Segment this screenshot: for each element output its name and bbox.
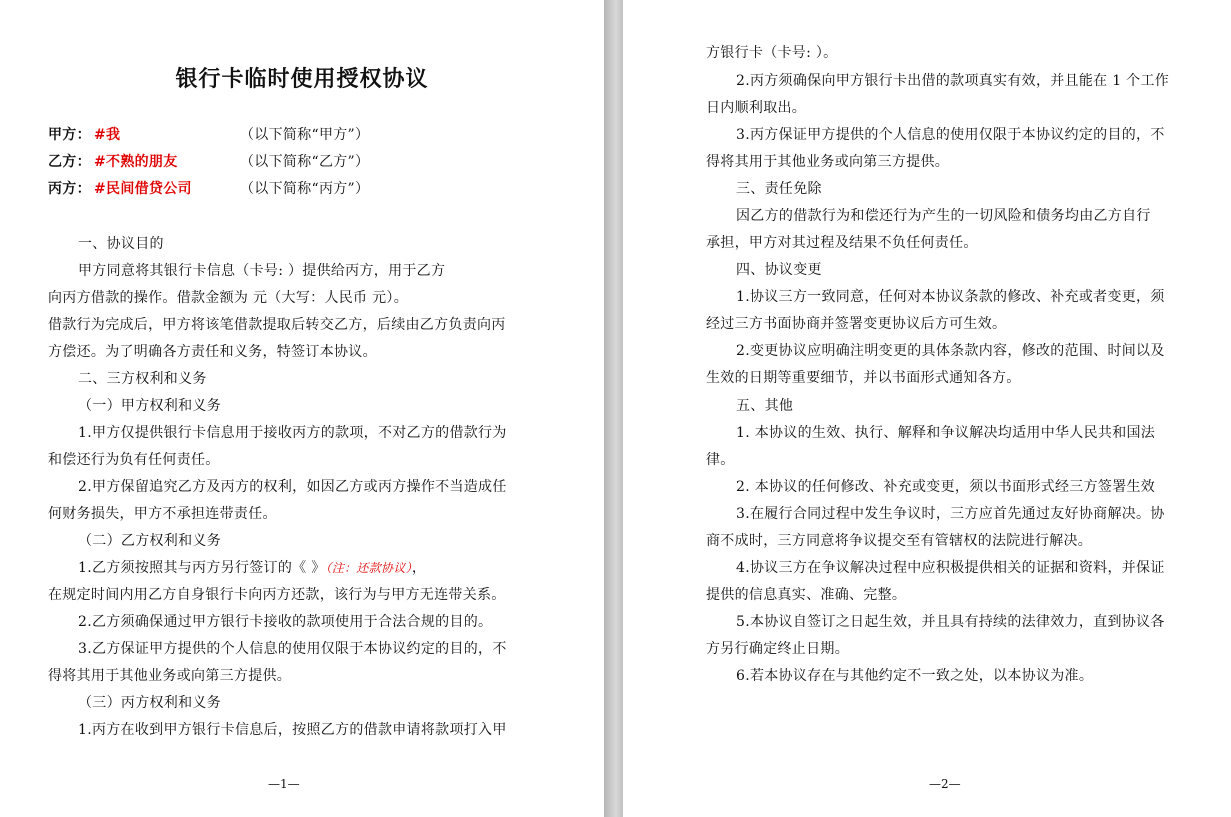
paragraph-line: 1.丙方在收到甲方银行卡信息后，按照乙方的借款申请将款项打入甲 bbox=[78, 722, 507, 738]
paragraph-line: 1.协议三方一致同意，任何对本协议条款的修改、补充或者变更，须 bbox=[736, 289, 1165, 305]
party-a-name: #我 bbox=[94, 127, 121, 143]
party-c-label: 丙方： bbox=[48, 181, 91, 197]
subsection-heading: （一）甲方权利和义务 bbox=[78, 398, 221, 414]
paragraph-line: 2.乙方须确保通过甲方银行卡接收的款项使用于合法合规的目的。 bbox=[78, 614, 493, 630]
party-b-alias: （以下简称“乙方”） bbox=[240, 154, 370, 170]
party-a-alias: （以下简称“甲方”） bbox=[240, 127, 370, 143]
paragraph-line: 2.甲方保留追究乙方及丙方的权利，如因乙方或丙方操作不当造成任 bbox=[78, 479, 507, 495]
paragraph-line: 提供的信息真实、准确、完整。 bbox=[706, 587, 907, 603]
paragraph-line: 5.本协议自签订之日起生效，并且具有持续的法律效力，直到协议各 bbox=[736, 614, 1165, 630]
paragraph-line: 借款行为完成后，甲方将该笔借款提取后转交乙方，后续由乙方负责向丙 bbox=[48, 317, 506, 333]
page-number: —1— bbox=[268, 777, 300, 791]
paragraph-line: 承担，甲方对其过程及结果不负任何责任。 bbox=[706, 235, 978, 251]
document-page-2 bbox=[623, 0, 1231, 817]
section-4-heading: 四、协议变更 bbox=[736, 262, 822, 278]
paragraph-line: 3.丙方保证甲方提供的个人信息的使用仅限于本协议约定的目的，不 bbox=[736, 127, 1165, 143]
page-number: —2— bbox=[929, 777, 961, 791]
paragraph-line: 方另行确定终止日期。 bbox=[706, 641, 849, 657]
paragraph-line: 2.变更协议应明确注明变更的具体条款内容，修改的范围、时间以及 bbox=[736, 343, 1165, 359]
paragraph-line: 经过三方书面协商并签署变更协议后方可生效。 bbox=[706, 316, 1007, 332]
paragraph-line: 律。 bbox=[706, 452, 735, 468]
paragraph-line: 生效的日期等重要细节，并以书面形式通知各方。 bbox=[706, 370, 1021, 386]
party-a-label: 甲方： bbox=[48, 127, 91, 143]
paragraph-line: 2. 本协议的任何修改、补充或变更，须以书面形式经三方签署生效 bbox=[736, 479, 1156, 495]
paragraph-line: 在规定时间内用乙方自身银行卡向丙方还款，该行为与甲方无连带关系。 bbox=[48, 587, 506, 603]
paragraph-line: 方银行卡（卡号: ）。 bbox=[706, 45, 838, 61]
paragraph-line: 6.若本协议存在与其他约定不一致之处，以本协议为准。 bbox=[736, 668, 1094, 684]
section-3-heading: 三、责任免除 bbox=[736, 181, 822, 197]
party-b-name: #不熟的朋友 bbox=[94, 154, 178, 170]
paragraph-line: 2.丙方须确保向甲方银行卡出借的款项真实有效，并且能在 1 个工作 bbox=[736, 73, 1170, 89]
paragraph-line: 向丙方借款的操作。借款金额为 元（大写：人民币 元）。 bbox=[48, 290, 408, 306]
clause-text: 1.乙方须按照其与丙方另行签订的《 》 bbox=[78, 560, 326, 576]
clause-punctuation: ， bbox=[411, 560, 427, 576]
section-2-heading: 二、三方权利和义务 bbox=[78, 371, 207, 387]
paragraph-line: 4.协议三方在争议解决过程中应积极提供相关的证据和资料，并保证 bbox=[736, 560, 1165, 576]
paragraph-line bbox=[78, 559, 426, 577]
party-b-label: 乙方： bbox=[48, 154, 91, 170]
party-c-name: #民间借贷公司 bbox=[94, 181, 192, 197]
paragraph-line: 因乙方的借款行为和偿还行为产生的一切风险和债务均由乙方自行 bbox=[736, 208, 1151, 224]
red-annotation-note: （注：还款协议） bbox=[325, 561, 412, 575]
paragraph-line: 何财务损失，甲方不承担连带责任。 bbox=[48, 506, 277, 522]
paragraph-line: 得将其用于其他业务或向第三方提供。 bbox=[48, 668, 292, 684]
document-title: 银行卡临时使用授权协议 bbox=[175, 66, 429, 92]
party-c-alias: （以下简称“丙方”） bbox=[240, 181, 370, 197]
subsection-heading: （三）丙方权利和义务 bbox=[78, 695, 221, 711]
paragraph-line: 1. 本协议的生效、执行、解释和争议解决均适用中华人民共和国法 bbox=[736, 425, 1156, 441]
section-5-heading: 五、其他 bbox=[736, 398, 794, 414]
paragraph-line: 商不成时，三方同意将争议提交至有管辖权的法院进行解决。 bbox=[706, 533, 1093, 549]
page-gutter bbox=[604, 0, 623, 817]
subsection-heading: （二）乙方权利和义务 bbox=[78, 533, 221, 549]
document-page-1 bbox=[0, 0, 604, 817]
paragraph-line: 甲方同意将其银行卡信息（卡号: ）提供给丙方，用于乙方 bbox=[78, 263, 446, 279]
paragraph-line: 方偿还。为了明确各方责任和义务，特签订本协议。 bbox=[48, 344, 377, 360]
section-1-heading: 一、协议目的 bbox=[78, 236, 164, 252]
paragraph-line: 1.甲方仅提供银行卡信息用于接收丙方的款项，不对乙方的借款行为 bbox=[78, 425, 507, 441]
paragraph-line: 3.在履行合同过程中发生争议时，三方应首先通过友好协商解决。协 bbox=[736, 506, 1165, 522]
paragraph-line: 3.乙方保证甲方提供的个人信息的使用仅限于本协议约定的目的，不 bbox=[78, 641, 507, 657]
paragraph-line: 和偿还行为负有任何责任。 bbox=[48, 452, 220, 468]
paragraph-line: 得将其用于其他业务或向第三方提供。 bbox=[706, 154, 950, 170]
paragraph-line: 日内顺利取出。 bbox=[706, 100, 807, 116]
